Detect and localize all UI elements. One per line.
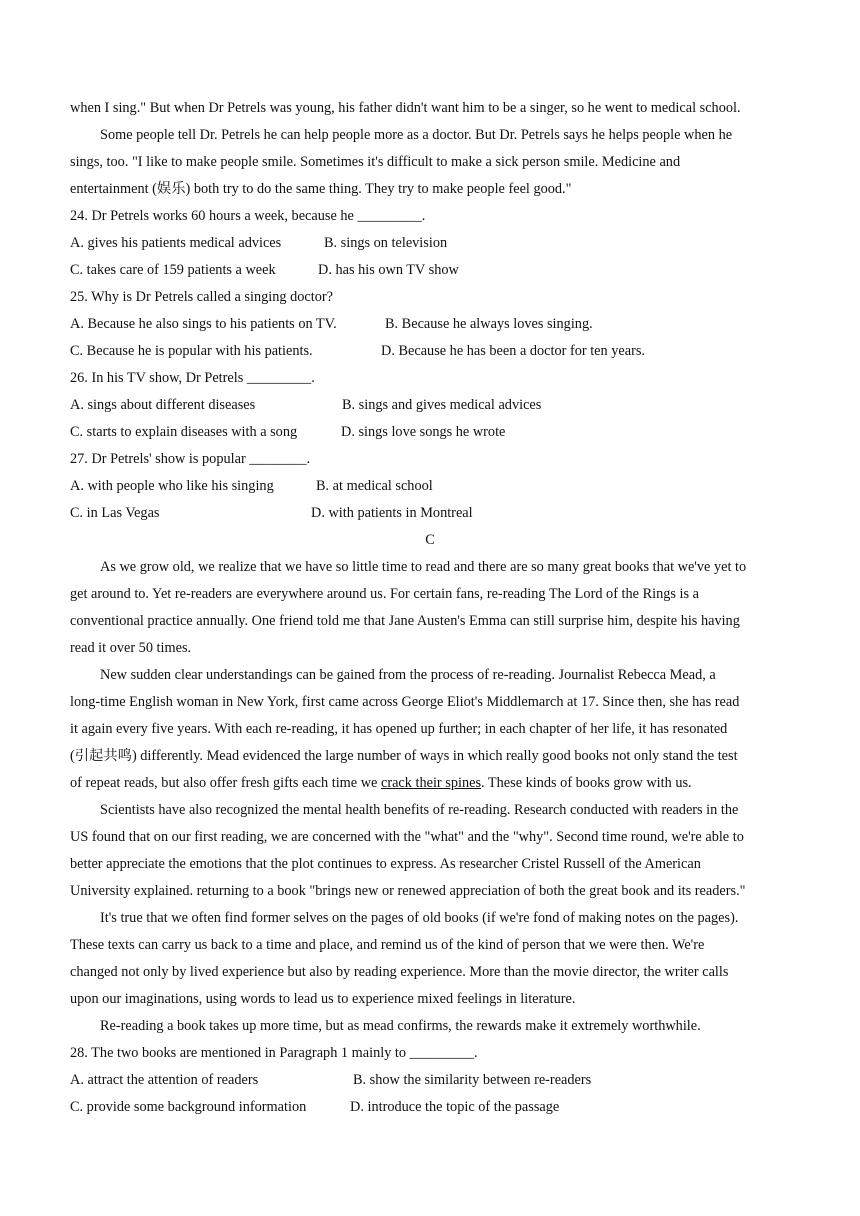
option-b: B. sings and gives medical advices	[342, 397, 542, 413]
paragraph-2-text-before: of repeat reads, but also offer fresh gifts each time we	[70, 775, 381, 791]
passage-b-line: when I sing." But when Dr Petrels was young, his father didn't want him to be a singer, so he went to medical school.	[70, 100, 741, 116]
question-25-options-cd	[70, 338, 790, 365]
underlined-phrase: crack their spines	[380, 775, 482, 791]
paragraph-4-line: These texts can carry us back to a time and place, and remind us of the kind of person that we were then. We're	[70, 937, 705, 953]
option-b: B. Because he always loves singing.	[385, 316, 593, 332]
paragraph-3-line: Scientists have also recognized the mental health benefits of re-reading. Research conducted with readers in the	[100, 802, 739, 818]
paragraph-1-line: read it over 50 times.	[70, 640, 192, 656]
option-c: C. takes care of 159 patients a week	[70, 262, 276, 278]
option-a: A. Because he also sings to his patients on TV.	[70, 316, 337, 332]
option-a: A. gives his patients medical advices	[70, 235, 282, 251]
option-a: A. attract the attention of readers	[70, 1072, 259, 1088]
passage-b-line: entertainment (娱乐) both try to do the same thing. They try to make people feel good."	[70, 181, 572, 197]
paragraph-4-line: It's true that we often find former selves on the pages of old books (if we're fond of making notes on the pages).	[100, 910, 739, 926]
question-24-options-cd	[70, 257, 790, 284]
paragraph-2-line: (引起共鸣) differently. Mead evidenced the large number of ways in which really good books not only stand the test	[70, 748, 738, 764]
paragraph-1-line: As we grow old, we realize that we have so little time to read and there are so many great books that we've yet to	[100, 559, 747, 575]
paragraph-4-line: changed not only by lived experience but also by reading experience. More than the movie director, the writer calls	[70, 964, 729, 980]
question-28-stem: 28. The two books are mentioned in Paragraph 1 mainly to _________.	[70, 1045, 478, 1061]
question-27-stem: 27. Dr Petrels' show is popular ________.	[70, 451, 311, 467]
question-24-stem: 24. Dr Petrels works 60 hours a week, because he _________.	[70, 208, 426, 224]
question-28-options-cd	[70, 1094, 790, 1121]
paragraph-1-line: get around to. Yet re-readers are everywhere around us. For certain fans, re-reading The Lord of the Rings is a	[70, 586, 699, 602]
option-b: B. at medical school	[316, 478, 433, 494]
passage-b-line: Some people tell Dr. Petrels he can help people more as a doctor. But Dr. Petrels says he helps people when he	[100, 127, 733, 143]
option-a: A. with people who like his singing	[70, 478, 274, 494]
question-26-stem: 26. In his TV show, Dr Petrels _________.	[70, 370, 315, 386]
option-d: D. sings love songs he wrote	[341, 424, 506, 440]
option-b: B. sings on television	[324, 235, 448, 251]
document-page	[70, 95, 790, 1121]
option-d: D. has his own TV show	[318, 262, 459, 278]
option-b: B. show the similarity between re-readers	[353, 1072, 592, 1088]
option-a: A. sings about different diseases	[70, 397, 256, 413]
option-c: C. starts to explain diseases with a song	[70, 424, 298, 440]
option-c: C. provide some background information	[70, 1099, 307, 1115]
paragraph-4-line: upon our imaginations, using words to lead us to experience mixed feelings in literature.	[70, 991, 576, 1007]
question-27-options-ab	[70, 473, 790, 500]
option-d: D. with patients in Montreal	[311, 505, 473, 521]
paragraph-2-line: long-time English woman in New York, first came across George Eliot's Middlemarch at 17. Since then, she has read	[70, 694, 740, 710]
option-d: D. Because he has been a doctor for ten years.	[381, 343, 645, 359]
paragraph-2-line: it again every five years. With each re-reading, it has opened up further; in each chapter of her life, it has resonated	[70, 721, 728, 737]
paragraph-2-line: New sudden clear understandings can be gained from the process of re-reading. Journalist Rebecca Mead, a	[100, 667, 716, 683]
paragraph-1-line: conventional practice annually. One friend told me that Jane Austen's Emma can still surprise him, despite his having	[70, 613, 740, 629]
option-c: C. in Las Vegas	[70, 505, 160, 521]
option-d: D. introduce the topic of the passage	[350, 1099, 560, 1115]
section-c-heading: C	[425, 532, 435, 548]
question-26-options-cd	[70, 419, 790, 446]
paragraph-3-line: US found that on our first reading, we are concerned with the "what" and the "why". Second time round, we're able to	[70, 829, 744, 845]
question-25-options-ab	[70, 311, 790, 338]
question-25-stem: 25. Why is Dr Petrels called a singing doctor?	[70, 289, 333, 305]
passage-b-line: sings, too. "I like to make people smile. Sometimes it's difficult to make a sick person smile. Medicine and	[70, 154, 681, 170]
question-28-options-ab	[70, 1067, 790, 1094]
paragraph-2-line-last	[70, 770, 790, 797]
paragraph-2-text-after: . These kinds of books grow with us.	[481, 775, 692, 791]
question-27-options-cd	[70, 500, 790, 527]
question-24-options-ab	[70, 230, 790, 257]
paragraph-3-line: better appreciate the emotions that the plot continues to express. As researcher Cristel Russell of the American	[70, 856, 701, 872]
paragraph-5-line: Re-reading a book takes up more time, but as mead confirms, the rewards make it extremely worthwhile.	[100, 1018, 701, 1034]
question-26-options-ab	[70, 392, 790, 419]
paragraph-3-line: University explained. returning to a book "brings new or renewed appreciation of both the great book and its readers."	[70, 883, 746, 899]
option-c: C. Because he is popular with his patients.	[70, 343, 313, 359]
